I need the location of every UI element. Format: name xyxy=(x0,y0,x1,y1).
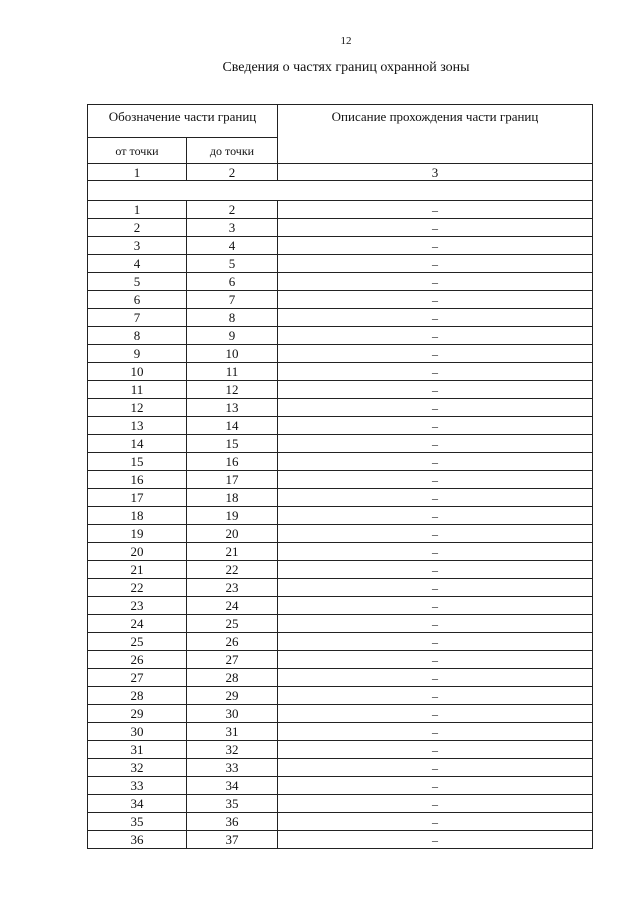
from-point-cell: 2 xyxy=(88,219,187,237)
to-point-cell: 8 xyxy=(187,309,278,327)
from-point-cell: 13 xyxy=(88,417,187,435)
from-point-cell: 26 xyxy=(88,651,187,669)
table-row xyxy=(88,633,593,651)
description-cell: – xyxy=(278,309,593,327)
to-point-cell: 16 xyxy=(187,453,278,471)
to-point-cell: 29 xyxy=(187,687,278,705)
table-row xyxy=(88,327,593,345)
column-number-1: 1 xyxy=(88,164,187,181)
table-row xyxy=(88,669,593,687)
to-point-cell: 34 xyxy=(187,777,278,795)
section-separator-row xyxy=(88,181,593,201)
table-row xyxy=(88,759,593,777)
to-point-cell: 15 xyxy=(187,435,278,453)
from-point-cell: 7 xyxy=(88,309,187,327)
table-row xyxy=(88,309,593,327)
description-cell: – xyxy=(278,435,593,453)
table-row xyxy=(88,543,593,561)
from-point-cell: 36 xyxy=(88,831,187,849)
to-point-cell: 14 xyxy=(187,417,278,435)
table-row xyxy=(88,363,593,381)
description-cell: – xyxy=(278,507,593,525)
to-point-cell: 28 xyxy=(187,669,278,687)
table-row xyxy=(88,687,593,705)
to-point-cell: 24 xyxy=(187,597,278,615)
to-point-cell: 2 xyxy=(187,201,278,219)
from-point-cell: 16 xyxy=(88,471,187,489)
description-cell: – xyxy=(278,795,593,813)
page-number: 12 xyxy=(340,35,352,47)
description-cell: – xyxy=(278,831,593,849)
table-body xyxy=(88,201,593,849)
from-point-cell: 27 xyxy=(88,669,187,687)
to-point-cell: 27 xyxy=(187,651,278,669)
table-row xyxy=(88,597,593,615)
description-cell: – xyxy=(278,597,593,615)
description-cell: – xyxy=(278,525,593,543)
description-cell: – xyxy=(278,273,593,291)
description-cell: – xyxy=(278,615,593,633)
table-row xyxy=(88,417,593,435)
from-point-cell: 10 xyxy=(88,363,187,381)
description-cell: – xyxy=(278,651,593,669)
description-cell: – xyxy=(278,471,593,489)
description-cell: – xyxy=(278,201,593,219)
table-row xyxy=(88,615,593,633)
table-row xyxy=(88,651,593,669)
to-point-cell: 18 xyxy=(187,489,278,507)
to-point-cell: 33 xyxy=(187,759,278,777)
table-row xyxy=(88,345,593,363)
from-point-cell: 20 xyxy=(88,543,187,561)
to-point-cell: 9 xyxy=(187,327,278,345)
column-number-3: 3 xyxy=(278,164,593,181)
from-point-cell: 19 xyxy=(88,525,187,543)
table-row xyxy=(88,291,593,309)
to-point-cell: 6 xyxy=(187,273,278,291)
to-point-cell: 20 xyxy=(187,525,278,543)
to-point-cell: 22 xyxy=(187,561,278,579)
from-point-cell: 23 xyxy=(88,597,187,615)
from-point-cell: 35 xyxy=(88,813,187,831)
header-boundary-description: Описание прохождения части границ xyxy=(278,105,593,164)
description-cell: – xyxy=(278,291,593,309)
from-point-cell: 34 xyxy=(88,795,187,813)
table-row xyxy=(88,813,593,831)
table-row xyxy=(88,777,593,795)
from-point-cell: 9 xyxy=(88,345,187,363)
to-point-cell: 35 xyxy=(187,795,278,813)
to-point-cell: 10 xyxy=(187,345,278,363)
boundary-parts-table xyxy=(87,104,593,849)
description-cell: – xyxy=(278,669,593,687)
from-point-cell: 31 xyxy=(88,741,187,759)
description-cell: – xyxy=(278,777,593,795)
from-point-cell: 21 xyxy=(88,561,187,579)
header-from-point: от точки xyxy=(88,138,187,164)
from-point-cell: 8 xyxy=(88,327,187,345)
from-point-cell: 28 xyxy=(88,687,187,705)
table-row xyxy=(88,723,593,741)
to-point-cell: 12 xyxy=(187,381,278,399)
description-cell: – xyxy=(278,579,593,597)
to-point-cell: 23 xyxy=(187,579,278,597)
to-point-cell: 13 xyxy=(187,399,278,417)
description-cell: – xyxy=(278,363,593,381)
from-point-cell: 22 xyxy=(88,579,187,597)
to-point-cell: 7 xyxy=(187,291,278,309)
table-row xyxy=(88,579,593,597)
table-row xyxy=(88,435,593,453)
description-cell: – xyxy=(278,237,593,255)
from-point-cell: 6 xyxy=(88,291,187,309)
description-cell: – xyxy=(278,813,593,831)
description-cell: – xyxy=(278,399,593,417)
document-title: Сведения о частях границ охранной зоны xyxy=(222,60,470,75)
to-point-cell: 17 xyxy=(187,471,278,489)
description-cell: – xyxy=(278,723,593,741)
from-point-cell: 32 xyxy=(88,759,187,777)
from-point-cell: 5 xyxy=(88,273,187,291)
to-point-cell: 30 xyxy=(187,705,278,723)
header-to-point: до точки xyxy=(187,138,278,164)
table-row xyxy=(88,219,593,237)
column-number-2: 2 xyxy=(187,164,278,181)
table-row xyxy=(88,507,593,525)
to-point-cell: 32 xyxy=(187,741,278,759)
from-point-cell: 4 xyxy=(88,255,187,273)
description-cell: – xyxy=(278,327,593,345)
from-point-cell: 14 xyxy=(88,435,187,453)
from-point-cell: 3 xyxy=(88,237,187,255)
description-cell: – xyxy=(278,561,593,579)
table-row xyxy=(88,705,593,723)
description-cell: – xyxy=(278,381,593,399)
to-point-cell: 36 xyxy=(187,813,278,831)
table-row xyxy=(88,471,593,489)
from-point-cell: 18 xyxy=(88,507,187,525)
from-point-cell: 1 xyxy=(88,201,187,219)
from-point-cell: 25 xyxy=(88,633,187,651)
to-point-cell: 11 xyxy=(187,363,278,381)
to-point-cell: 4 xyxy=(187,237,278,255)
description-cell: – xyxy=(278,687,593,705)
header-boundary-designation: Обозначение части границ xyxy=(88,105,278,138)
description-cell: – xyxy=(278,633,593,651)
description-cell: – xyxy=(278,345,593,363)
table-row xyxy=(88,561,593,579)
from-point-cell: 30 xyxy=(88,723,187,741)
to-point-cell: 19 xyxy=(187,507,278,525)
description-cell: – xyxy=(278,741,593,759)
to-point-cell: 26 xyxy=(187,633,278,651)
description-cell: – xyxy=(278,705,593,723)
from-point-cell: 17 xyxy=(88,489,187,507)
from-point-cell: 11 xyxy=(88,381,187,399)
from-point-cell: 33 xyxy=(88,777,187,795)
from-point-cell: 29 xyxy=(88,705,187,723)
table-row xyxy=(88,399,593,417)
to-point-cell: 31 xyxy=(187,723,278,741)
from-point-cell: 24 xyxy=(88,615,187,633)
table-row xyxy=(88,273,593,291)
description-cell: – xyxy=(278,489,593,507)
to-point-cell: 37 xyxy=(187,831,278,849)
table-row xyxy=(88,831,593,849)
description-cell: – xyxy=(278,219,593,237)
table-row xyxy=(88,381,593,399)
to-point-cell: 5 xyxy=(187,255,278,273)
table-row xyxy=(88,453,593,471)
description-cell: – xyxy=(278,453,593,471)
to-point-cell: 3 xyxy=(187,219,278,237)
table-row xyxy=(88,741,593,759)
from-point-cell: 15 xyxy=(88,453,187,471)
table-row xyxy=(88,237,593,255)
table-row xyxy=(88,201,593,219)
description-cell: – xyxy=(278,255,593,273)
description-cell: – xyxy=(278,759,593,777)
to-point-cell: 25 xyxy=(187,615,278,633)
table-row xyxy=(88,255,593,273)
to-point-cell: 21 xyxy=(187,543,278,561)
table-row xyxy=(88,489,593,507)
description-cell: – xyxy=(278,417,593,435)
from-point-cell: 12 xyxy=(88,399,187,417)
table-row xyxy=(88,795,593,813)
description-cell: – xyxy=(278,543,593,561)
table-row xyxy=(88,525,593,543)
